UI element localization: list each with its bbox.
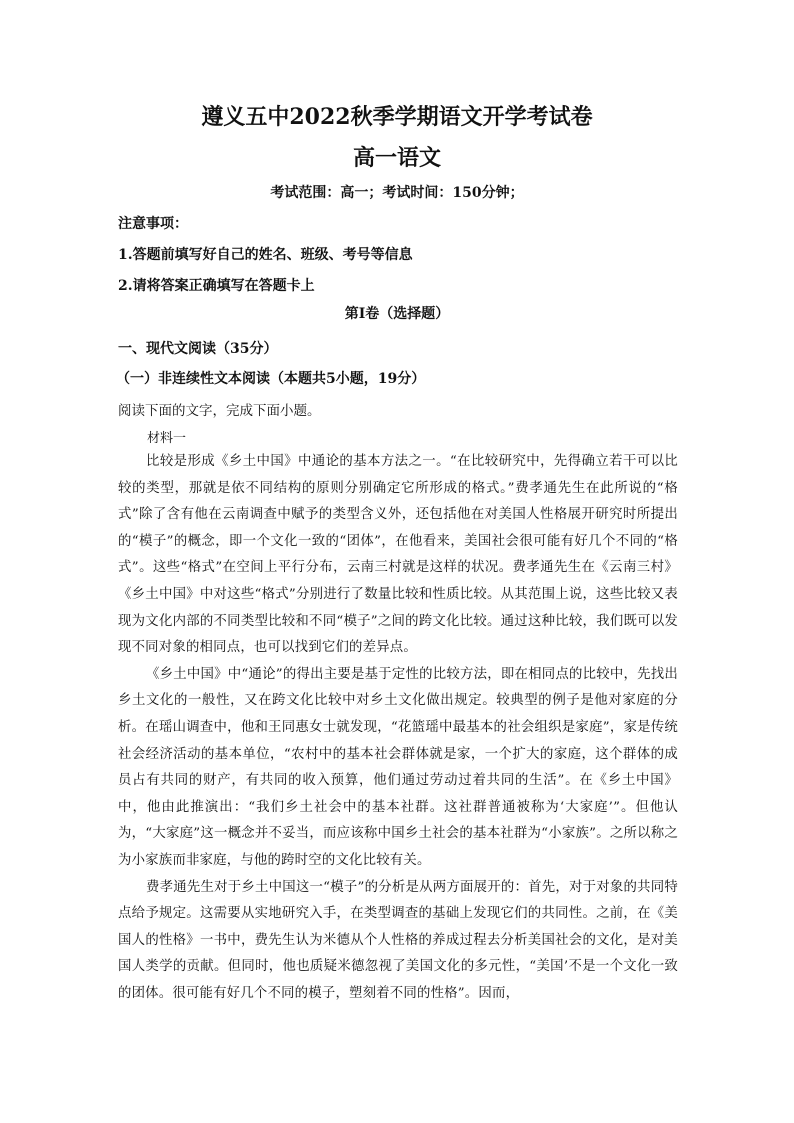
- article-paragraph-2: 《乡土中国》中“通论”的得出主要是基于定性的比较方法，即在相同点的比较中，先找出乡土文化的一般性，又在跨文化比较中对乡土文化做出规定。较典型的例子是他对家庭的分析。在瑶山调查中，他和王同惠女士就发现，“花篮瑶中最基本的社会组织是家庭”，家是传统社会经济活动的基本单位，“农村中的基本社会群体就是家，一个扩大的家庭，这个群体的成员占有共同的财产，有共同的收入预算，他们通过劳动过着共同的生活”。在《乡土中国》中，他由此推演出：“我们乡土社会中的基本社群。这社群普通被称为‘大家庭’”。但他认为，“大家庭”这一概念并不妥当，而应该称中国乡土社会的基本社群为“小家族”。之所以称之为小家族而非家庭，与他的跨时空的文化比较有关。: [118, 666, 678, 868]
- article-paragraph-3: 费孝通先生对于乡土中国这一“模子”的分析是从两方面展开的：首先，对于对象的共同特点给予规定。这需要从实地研究入手，在类型调查的基础上发现它们的共同性。之前，在《美国人的性格》一书中，费先生认为米德从个人性格的养成过程去分析美国社会的文化，是对美国人类学的贡献。但同时，他也质疑米德忽视了美国文化的多元性，“美国’不是一个文化一致的团体。很可能有好几个不同的模子，塑刻着不同的性格”。因而，: [118, 879, 678, 1001]
- material-label: 材料一: [147, 431, 187, 446]
- note-item-2: 2.请将答案正确填写在答题卡上: [118, 278, 315, 294]
- reading-instruction: 阅读下面的文字，完成下面小题。: [118, 403, 321, 419]
- part-heading: 一、现代文阅读（35分）: [118, 341, 278, 357]
- exam-subtitle: 高一语文: [352, 145, 441, 171]
- exam-title: 遵义五中2022秋季学期语文开学考试卷: [201, 104, 593, 130]
- exam-info: 考试范围：高一；考试时间：150分钟；: [270, 185, 524, 201]
- section-title: 第Ⅰ卷（选择题）: [344, 306, 450, 322]
- notes-heading: 注意事项：: [118, 216, 188, 232]
- note-item-1: 1.答题前填写好自己的姓名、班级、考号等信息: [118, 247, 413, 263]
- article-body: [118, 449, 678, 1007]
- article-paragraph-1: 比较是形成《乡土中国》中通论的基本方法之一。“在比较研究中，先得确立若干可以比较的类型，那就是依不同结构的原则分别确定它所形成的格式。”费孝通先生在此所说的“格式”除了含有他在云南调查中赋予的类型含义外，还包括他在对美国人性格展开研究时所提出的“模子”的概念，即一个文化一致的“团体”，在他看来，美国社会很可能有好几个不同的“格式”。这些“格式”在空间上平行分布，云南三村就是这样的状况。费孝通先生在《云南三村》《乡土中国》中对这些“格式”分别进行了数量比较和性质比较。从其范围上说，这些比较又表现为文化内部的不同类型比较和不同“模子”之间的跨文化比较。通过这种比较，我们既可以发现不同对象的相同点，也可以找到它们的差异点。: [118, 454, 678, 656]
- sub-heading: （一）非连续性文本阅读（本题共5小题，19分）: [116, 371, 426, 387]
